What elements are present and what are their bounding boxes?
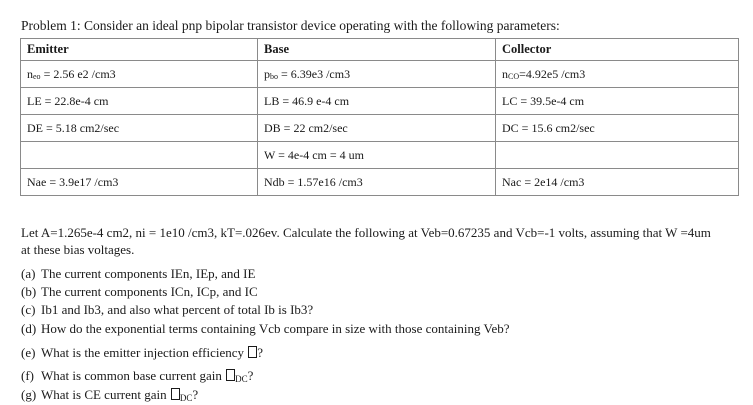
question-label: (d) bbox=[21, 321, 37, 336]
table-row bbox=[21, 88, 739, 115]
question-text: How do the exponential terms containing Vcb compare in size with those containing Veb? bbox=[41, 321, 510, 336]
question-subscript: DC bbox=[179, 393, 193, 403]
cell-emitter-diffusivity: DE = 5.18 cm2/sec bbox=[21, 115, 258, 142]
question-label: (a) bbox=[21, 266, 36, 281]
question-label: (g) bbox=[21, 387, 37, 402]
parameter-table bbox=[20, 38, 739, 196]
missing-symbol-icon bbox=[226, 369, 235, 381]
cell-base-length: LB = 46.9 e-4 cm bbox=[258, 88, 496, 115]
list-item bbox=[21, 284, 258, 300]
cell-collector-concentration: nCO=4.92e5 /cm3 bbox=[496, 61, 739, 88]
header-emitter: Emitter bbox=[21, 39, 258, 61]
question-suffix: ? bbox=[247, 368, 254, 383]
list-item bbox=[21, 266, 255, 282]
header-base: Base bbox=[258, 39, 496, 61]
question-text: What is CE current gain bbox=[41, 387, 170, 402]
header-collector: Collector bbox=[496, 39, 739, 61]
cell-empty bbox=[21, 142, 258, 169]
table-row bbox=[21, 142, 739, 169]
list-item bbox=[21, 302, 313, 318]
list-item bbox=[21, 368, 253, 384]
list-item bbox=[21, 387, 198, 403]
cell-emitter-concentration: neo = 2.56 e2 /cm3 bbox=[21, 61, 258, 88]
table-header-row bbox=[21, 39, 739, 61]
cell-base-concentration: pbo = 6.39e3 /cm3 bbox=[258, 61, 496, 88]
question-label: (e) bbox=[21, 345, 36, 360]
question-subscript: DC bbox=[235, 374, 248, 384]
question-text: The current components IEn, IEp, and IE bbox=[41, 266, 256, 281]
intro-paragraph: Let A=1.265e-4 cm2, ni = 1e10 /cm3, kT=.026ev. Calculate the following at Veb=0.67235 and Vcb=-1 volts, assuming that W =4um at these bias voltages. bbox=[21, 225, 711, 257]
question-text: What is the emitter injection efficiency bbox=[41, 345, 248, 360]
cell-base-width: W = 4e-4 cm = 4 um bbox=[258, 142, 496, 169]
question-text: The current components ICn, ICp, and IC bbox=[41, 284, 258, 299]
table-row bbox=[21, 61, 739, 88]
missing-symbol-icon bbox=[171, 388, 180, 400]
question-suffix: ? bbox=[192, 387, 199, 402]
missing-symbol-icon bbox=[248, 346, 257, 358]
cell-emitter-length: LE = 22.8e-4 cm bbox=[21, 88, 258, 115]
question-text: Ib1 and Ib3, and also what percent of total Ib is Ib3? bbox=[41, 302, 314, 317]
cell-empty bbox=[496, 142, 739, 169]
cell-base-doping: Ndb = 1.57e16 /cm3 bbox=[258, 169, 496, 196]
list-item bbox=[21, 345, 263, 361]
question-label: (c) bbox=[21, 302, 36, 317]
question-suffix: ? bbox=[257, 345, 264, 360]
cell-collector-diffusivity: DC = 15.6 cm2/sec bbox=[496, 115, 739, 142]
table-row bbox=[21, 115, 739, 142]
question-label: (b) bbox=[21, 284, 37, 299]
problem-title: Problem 1: Consider an ideal pnp bipolar transistor device operating with the following parameters: bbox=[21, 18, 560, 33]
list-item bbox=[21, 321, 510, 337]
cell-collector-doping: Nac = 2e14 /cm3 bbox=[496, 169, 739, 196]
cell-base-diffusivity: DB = 22 cm2/sec bbox=[258, 115, 496, 142]
question-label: (f) bbox=[21, 368, 34, 383]
cell-emitter-doping: Nae = 3.9e17 /cm3 bbox=[21, 169, 258, 196]
table-row bbox=[21, 169, 739, 196]
cell-collector-length: LC = 39.5e-4 cm bbox=[496, 88, 739, 115]
question-text: What is common base current gain bbox=[41, 368, 226, 383]
